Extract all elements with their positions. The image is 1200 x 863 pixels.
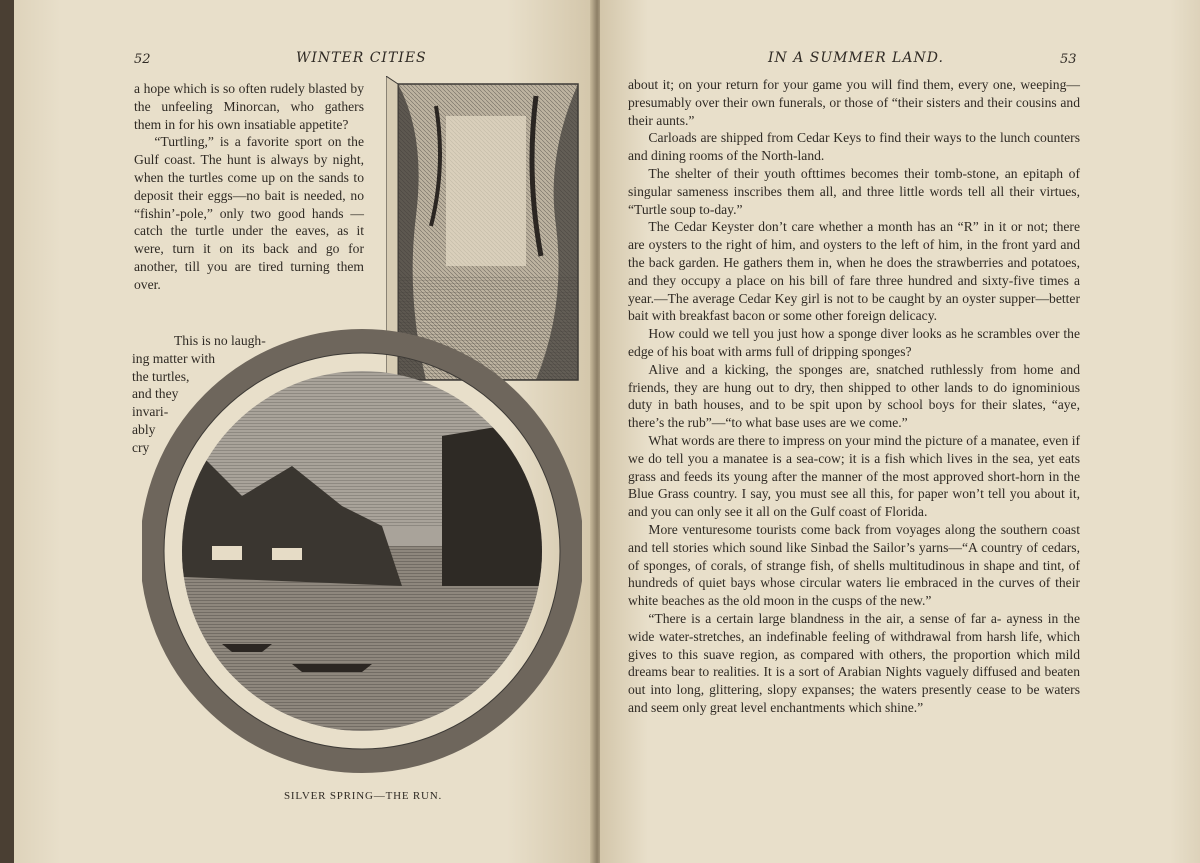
text-line: ing matter with bbox=[132, 350, 216, 366]
running-head-left: WINTER CITIES bbox=[296, 50, 427, 66]
paragraph: The Cedar Keyster don’t care whether a month has an “R” in it or not; there are oysters to the right of him, and oysters to the left of him, in the front yard and the back garden. He gathers them in, when he does the strawberries and potatoes, and they occupy a place on his bill of fare three hundred and sixty-five times a year.—The average Cedar Key girl is not to be caught by an oyster supper—better bait with breakfast bacon or some other foreign delicacy. bbox=[628, 219, 1080, 324]
paragraph: a hope which is so often rudely blasted by the unfeeling Minorcan, who gathers them in for his own insatiable appetite? bbox=[134, 81, 364, 132]
text-line: cry bbox=[132, 439, 150, 455]
text-line: invari- bbox=[132, 404, 169, 420]
paragraph: Alive and a kicking, the sponges are, snatched ruthlessly from home and friends, they are hung out to dry, then shipped to other lands to do ignominious duty in bath houses, and to be spit upon by school boys for their slates, “aye, there’s the rub”—“to what base uses are we come.” bbox=[628, 361, 1080, 431]
running-head-right: IN A SUMMER LAND. bbox=[768, 50, 944, 66]
illustration-caption: SILVER SPRING—THE RUN. bbox=[284, 790, 443, 802]
paragraph: “There is a certain large blandness in the air, a sense of far a- ayness in the wide water-stretches, an indefinable feeling of withdrawal from harsh life, which gives to this suave region, as compared with others, the proportion which mild dreams bear to realities. It is a sort of Arabian Nights vaguely diffused and beaten out into long, glittering, slopy expanses; the waters presently cease to be waters and seem only great level enchantments which shine.” bbox=[628, 610, 1080, 715]
text-line: the turtles, bbox=[132, 368, 190, 384]
right-page bbox=[600, 0, 1200, 863]
page-number-left: 52 bbox=[134, 52, 151, 67]
paragraph: How could we tell you just how a sponge diver looks as he scrambles over the edge of his boat with arms full of dripping sponges? bbox=[628, 326, 1080, 359]
text-line: and they bbox=[132, 386, 179, 402]
paragraph: The shelter of their youth ofttimes becomes their tomb-stone, an epitaph of singular sameness inscribes them all, and three little words tell all their virtues, “Turtle soup to-day.” bbox=[628, 165, 1080, 217]
left-text-column bbox=[134, 80, 364, 294]
text-line: This is no laugh- bbox=[174, 333, 266, 348]
page-number-right: 53 bbox=[1060, 52, 1077, 67]
paragraph: Carloads are shipped from Cedar Keys to find their ways to the lunch counters and dining rooms of the North-land. bbox=[628, 130, 1080, 164]
silver-spring-engraving bbox=[142, 326, 582, 776]
paragraph: about it; on your return for your game you will find them, every one, weeping—presumably over their own funerals, or those of “their sisters and their cousins and their aunts.” bbox=[628, 77, 1080, 128]
paragraph: “Turtling,” is a favorite sport on the Gulf coast. The hunt is always by night, when the turtles come up on the sands to deposit their eggs—no bait is needed, no “fishin’-pole,” only two good hands —catch the turtle under the eaves, as it were, turn it on its back and go for another, till you are tired turning them over. bbox=[134, 134, 364, 292]
paragraph: More venturesome tourists come back from voyages along the southern coast and tell stories which sound like Sinbad the Sailor’s yarns—“A country of cedars, of sponges, of corals, of strange fish, of shells multitudinous in shape and tint, of hundreds of quiet bays whose circular waters lie embraced in the curves of their white beaches as the old moon in the cusps of the new.” bbox=[628, 521, 1080, 609]
paragraph: What words are there to impress on your mind the picture of a manatee, even if we do tell you a manatee is a sea-cow; it is a fish which lives in the sea, yet eats grass and feeds its young after the manner of the most approved short-horn in the Blue Grass country. I say, you must see all this, for paper won’t tell you about it, and you can only see it all on the Gulf coast of Florida. bbox=[628, 432, 1080, 520]
right-text-column bbox=[628, 76, 1080, 717]
text-line: ably bbox=[132, 421, 156, 437]
left-page bbox=[14, 0, 594, 863]
